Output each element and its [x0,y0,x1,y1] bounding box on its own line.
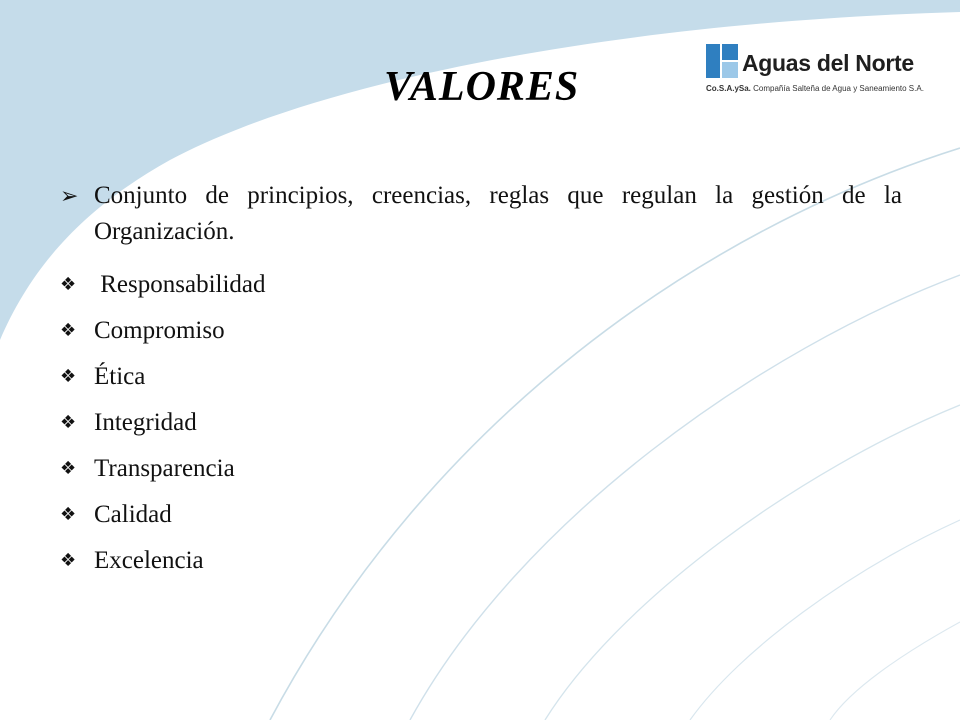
diamond-bullet-icon: ❖ [60,412,77,433]
value-label: Calidad [94,501,172,528]
water-drop-logo-icon [706,44,738,78]
logo-subtitle-bold: Co.S.A.ySa. [706,84,751,93]
diamond-bullet-icon: ❖ [60,320,77,341]
intro-text: Conjunto de principios, creencias, reglas que regulan la gestión de la Organización. [94,182,902,245]
list-item [60,446,266,492]
list-item [60,262,266,308]
value-label: Ética [94,363,146,390]
intro-paragraph [60,178,902,250]
curve-line [410,275,960,720]
curve-line [690,520,960,720]
diamond-bullet-icon: ❖ [60,458,77,479]
diamond-bullet-icon: ❖ [60,504,77,525]
value-label: Excelencia [94,547,204,574]
diamond-bullet-icon: ❖ [60,274,77,295]
value-label: Integridad [94,409,197,436]
slide-title: VALORES [384,64,580,110]
value-label: Transparencia [94,455,235,482]
value-label: Responsabilidad [94,271,266,298]
value-label: Compromiso [94,317,225,344]
list-item [60,492,266,538]
values-list [60,262,266,584]
logo-name: Aguas del Norte [742,50,914,76]
list-item [60,308,266,354]
arrow-bullet-icon: ➢ [60,183,79,208]
curve-line [545,405,960,720]
list-item [60,400,266,446]
list-item [60,354,266,400]
logo-subtitle-rest: Compañía Salteña de Agua y Saneamiento S.A. [750,84,924,93]
diamond-bullet-icon: ❖ [60,366,77,387]
logo-subtitle [706,84,924,93]
curve-line [830,622,960,720]
diamond-bullet-icon: ❖ [60,550,77,571]
list-item [60,538,266,584]
company-logo [706,44,946,96]
